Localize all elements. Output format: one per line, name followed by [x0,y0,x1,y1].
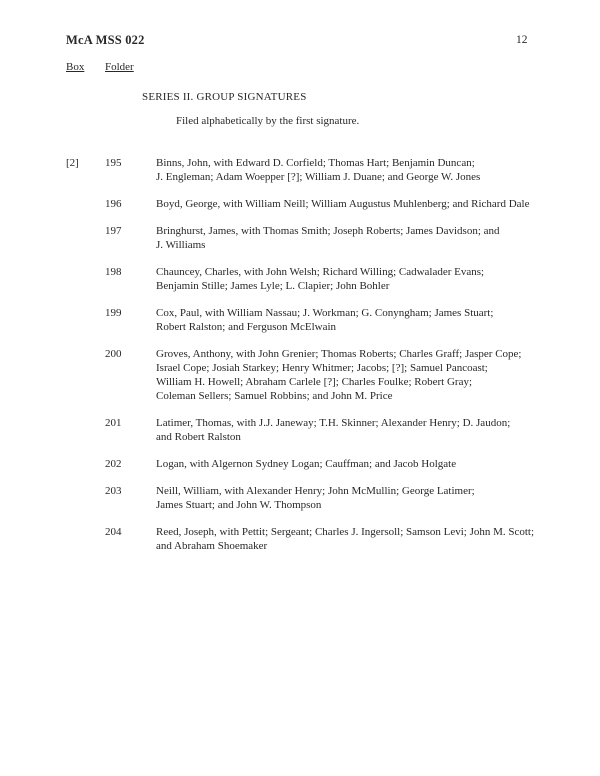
series-note: Filed alphabetically by the first signature. [176,115,360,127]
folder-number: 204 [105,526,122,538]
folder-entry-200 [66,347,534,403]
entry-description [156,347,522,403]
entry-description [156,484,475,512]
box-number [66,457,105,471]
folder-entry-195 [66,156,534,184]
entry-line: Reed, Joseph, with Pettit; Sergeant; Charles J. Ingersoll; Samson Levi; John M. Scott; [156,526,535,538]
entry-line: Chauncey, Charles, with John Welsh; Richard Willing; Cadwalader Evans; [156,266,485,278]
entry-description [156,265,484,293]
folder-entry-196 [66,197,534,211]
box-number [66,265,105,293]
box-number [66,484,105,512]
folder-number: 199 [105,307,122,319]
page-number: 12 [516,34,528,46]
entry-description [156,525,534,553]
folder-number: 196 [105,198,122,210]
box-number [66,306,105,334]
entry-line: Benjamin Stille; James Lyle; L. Clapier; John Bohler [156,280,390,292]
box-number [66,197,105,211]
folder-entry-202 [66,457,534,471]
entry-line: Coleman Sellers; Samuel Robbins; and John M. Price [156,390,393,402]
entry-line: and Abraham Shoemaker [156,540,268,552]
box-number [66,347,105,403]
folder-number: 200 [105,348,122,360]
entry-line: James Stuart; and John W. Thompson [156,499,322,511]
entry-line: William H. Howell; Abraham Carlele [?]; Charles Foulke; Robert Gray; [156,376,473,388]
folder-number: 197 [105,225,122,237]
folder-entry-199 [66,306,534,334]
entry-line: J. Engleman; Adam Woepper [?]; William J. Duane; and George W. Jones [156,171,481,183]
entry-line: J. Williams [156,239,206,251]
folder-entry-201 [66,416,534,444]
box-number [66,416,105,444]
entry-description [156,457,456,471]
folder-entry-list [66,156,534,566]
entry-description [156,306,493,334]
entry-line: Logan, with Algernon Sydney Logan; Cauffman; and Jacob Holgate [156,458,457,470]
collection-id: McA MSS 022 [66,33,145,47]
folder-number: 202 [105,458,122,470]
entry-description [156,156,480,184]
folder-entry-204 [66,525,534,553]
entry-line: Israel Cope; Josiah Starkey; Henry Whitmer; Jacobs; [?]; Samuel Pancoast; [156,362,488,374]
folder-entry-198 [66,265,534,293]
column-headers [66,61,134,73]
box-column-header: Box [66,61,85,73]
entry-line: Latimer, Thomas, with J.J. Janeway; T.H. Skinner; Alexander Henry; D. Jaudon; [156,417,511,429]
entry-line: Boyd, George, with William Neill; William Augustus Muhlenberg; and Richard Dale [156,198,530,210]
folder-number: 201 [105,417,122,429]
entry-line: Robert Ralston; and Ferguson McElwain [156,321,337,333]
entry-line: Groves, Anthony, with John Grenier; Thomas Roberts; Charles Graff; Jasper Cope; [156,348,522,360]
entry-line: Neill, William, with Alexander Henry; John McMullin; George Latimer; [156,485,475,497]
folder-entry-203 [66,484,534,512]
box-number [66,224,105,252]
series-heading: SERIES II. GROUP SIGNATURES [142,91,307,103]
folder-number: 195 [105,157,122,169]
folder-number: 198 [105,266,122,278]
entry-description [156,224,500,252]
entry-line: Bringhurst, James, with Thomas Smith; Joseph Roberts; James Davidson; and [156,225,500,237]
box-number [66,525,105,553]
entry-line: Cox, Paul, with William Nassau; J. Workman; G. Conyngham; James Stuart; [156,307,494,319]
entry-line: Binns, John, with Edward D. Corfield; Thomas Hart; Benjamin Duncan; [156,157,475,169]
entry-description [156,416,510,444]
folder-entry-197 [66,224,534,252]
entry-line: and Robert Ralston [156,431,241,443]
folder-number: 203 [105,485,122,497]
folder-column-header: Folder [105,61,134,73]
entry-description [156,197,529,211]
box-number: [2] [66,157,79,169]
